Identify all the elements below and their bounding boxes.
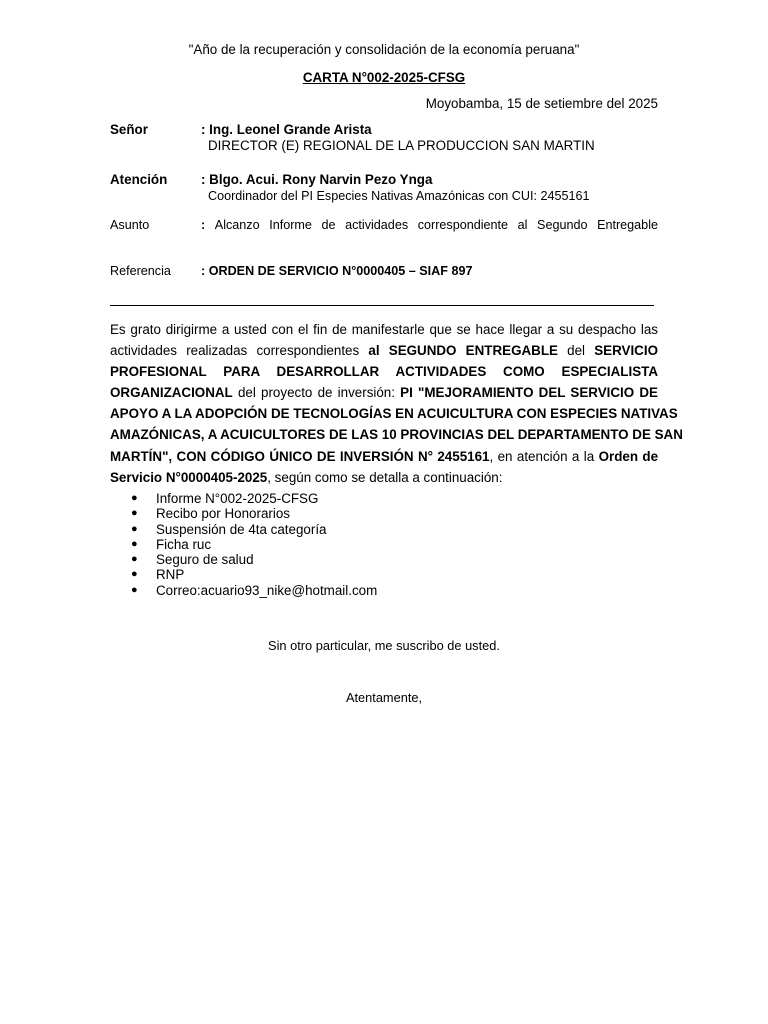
body-line-1: Es grato dirigirme a usted con el fin de manifestarle que se hace llegar a su despacho las: [110, 322, 658, 337]
list-item: ● Correo:acuario93_nike@hotmail.com: [131, 582, 378, 598]
farewell-text: Sin otro particular, me suscribo de usted.: [268, 638, 500, 653]
letter-number: CARTA N°002-2025-CFSG: [302, 70, 466, 85]
list-item: ● RNP: [131, 567, 185, 583]
body-line-3: PROFESIONAL PARA DESARROLLAR ACTIVIDADES COMO ESPECIALISTA: [110, 364, 658, 379]
list-item: ● Suspensión de 4ta categoría: [131, 521, 327, 537]
attention-position: Coordinador del PI Especies Nativas Amazónicas con CUI: 2455161: [208, 189, 590, 203]
addressee-label: Señor: [110, 122, 148, 137]
year-motto: "Año de la recuperación y consolidación de la economía peruana": [188, 42, 580, 57]
list-item: ● Recibo por Honorarios: [131, 506, 290, 522]
reference-label: Referencia: [110, 264, 171, 278]
body-line-5: APOYO A LA ADOPCIÓN DE TECNOLOGÍAS EN ACUICULTURA CON ESPECIES NATIVAS: [110, 406, 678, 421]
body-line-2: actividades realizadas correspondientes al SEGUNDO ENTREGABLE del SERVICIO: [110, 343, 658, 358]
bullet-icon: ●: [131, 583, 138, 596]
subject-label: Asunto: [110, 218, 150, 232]
reference-value: : ORDEN DE SERVICIO N°0000405 – SIAF 897: [201, 264, 473, 278]
bullet-icon: ●: [131, 553, 138, 566]
regards-text: Atentamente,: [345, 690, 423, 705]
separator-line: [110, 305, 654, 306]
addressee-position: DIRECTOR (E) REGIONAL DE LA PRODUCCION SAN MARTIN: [208, 138, 595, 153]
body-line-6: AMAZÓNICAS, A ACUICULTORES DE LAS 10 PROVINCIAS DEL DEPARTAMENTO DE SAN: [110, 427, 683, 442]
bullet-icon: ●: [131, 492, 138, 504]
bullet-icon: ●: [131, 568, 138, 581]
list-item: ● Ficha ruc: [131, 536, 212, 552]
body-line-8: Servicio N°0000405-2025, según como se detalla a continuación:: [110, 470, 503, 485]
list-item: ● Seguro de salud: [131, 552, 254, 568]
body-line-7: MARTÍN", CON CÓDIGO ÚNICO DE INVERSIÓN N° 2455161, en atención a la Orden de: [110, 449, 659, 464]
attachments-list: [110, 491, 377, 598]
bullet-icon: ●: [131, 537, 138, 550]
list-item: ● Informe N°002-2025-CFSG: [131, 491, 319, 506]
addressee-name: : Ing. Leonel Grande Arista: [201, 122, 372, 137]
bullet-icon: ●: [131, 522, 138, 535]
subject-text: : Alcanzo Informe de actividades correspondiente al Segundo Entregable: [201, 218, 658, 232]
attention-name: : Blgo. Acui. Rony Narvin Pezo Ynga: [201, 172, 433, 187]
body-line-4: ORGANIZACIONAL del proyecto de inversión: PI "MEJORAMIENTO DEL SERVICIO DE: [110, 385, 658, 400]
attention-label: Atención: [110, 172, 168, 187]
place-date: Moyobamba, 15 de setiembre del 2025: [425, 96, 658, 111]
bullet-icon: ●: [131, 507, 138, 520]
subject-colon: :: [201, 218, 206, 232]
